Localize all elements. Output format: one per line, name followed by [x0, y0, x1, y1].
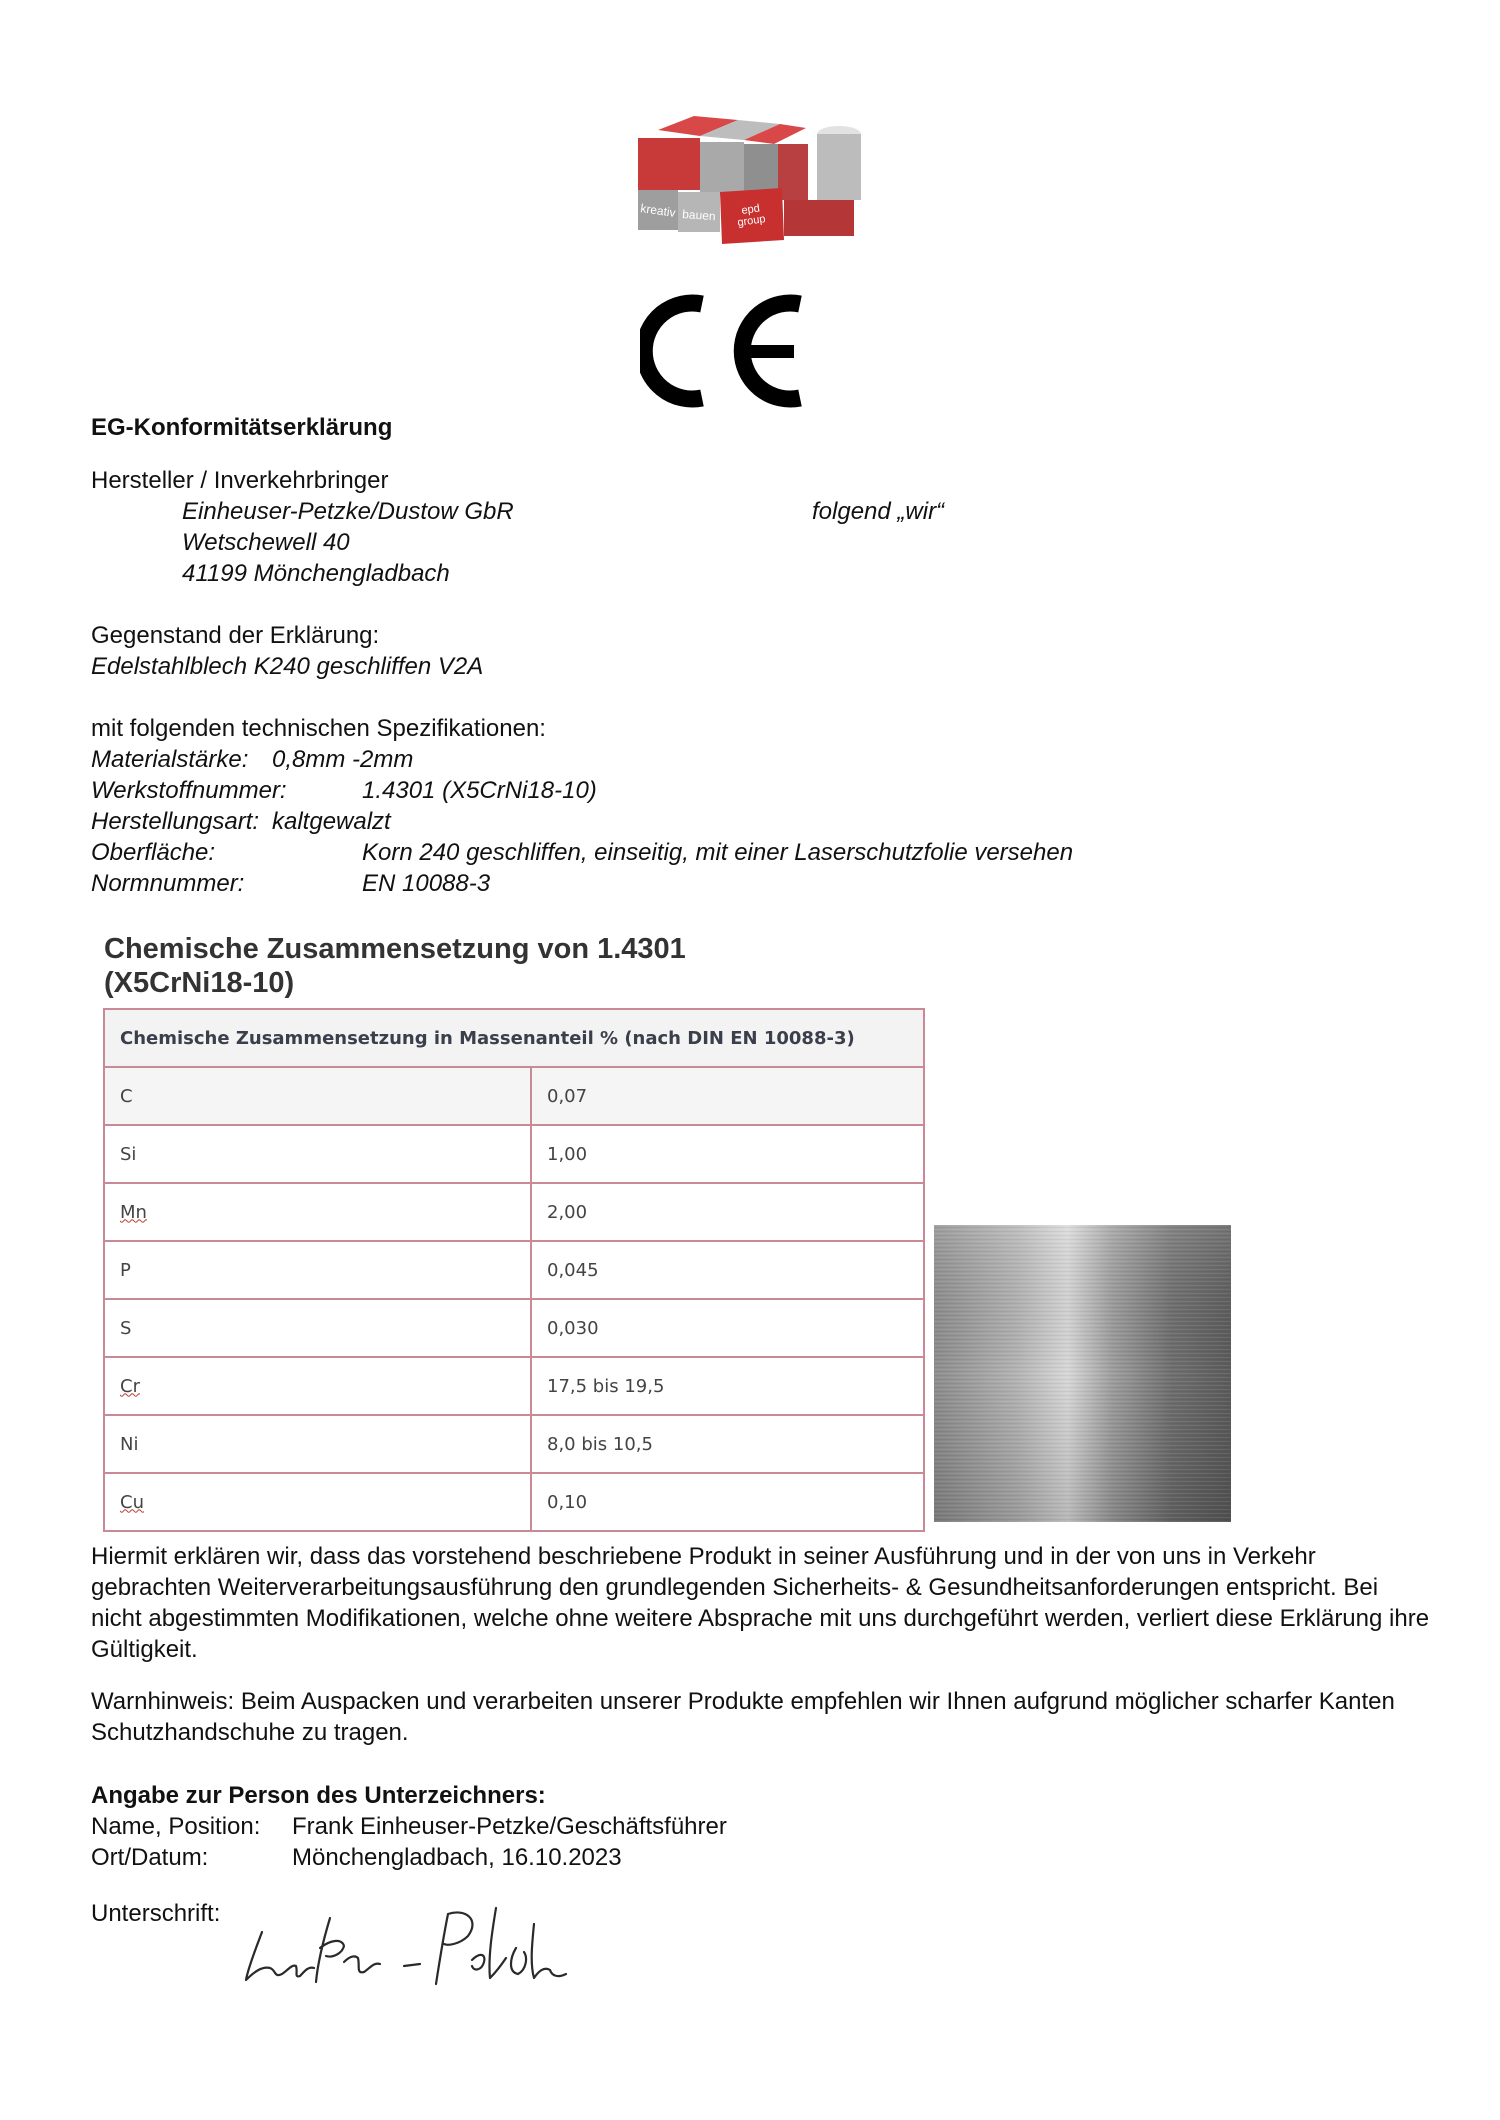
- signatory-place-value: Mönchengladbach, 16.10.2023: [292, 1844, 622, 1871]
- spec-key-material-number: Werkstoffnummer:: [91, 777, 287, 804]
- steel-sample-image: [934, 1225, 1231, 1522]
- subject-label: Gegenstand der Erklärung:: [91, 622, 380, 649]
- spec-key-norm: Normnummer:: [91, 870, 245, 897]
- spec-value-manufacturing: kaltgewalzt: [272, 808, 391, 835]
- value-cell: 0,07: [531, 1067, 924, 1125]
- element-cell: Cu: [120, 1491, 144, 1513]
- chemistry-title-line1: Chemische Zusammensetzung von 1.4301: [104, 933, 686, 965]
- value-cell: 0,045: [531, 1241, 924, 1299]
- company-logo: [634, 108, 870, 258]
- specs-label: mit folgenden technischen Spezifikationen:: [91, 715, 546, 742]
- value-cell: 1,00: [531, 1125, 924, 1183]
- value-cell: 17,5 bis 19,5: [531, 1357, 924, 1415]
- ce-mark-icon: [640, 292, 812, 410]
- manufacturer-name: Einheuser-Petzke/Dustow GbR: [182, 498, 514, 525]
- spec-value-norm: EN 10088-3: [362, 870, 491, 897]
- logo-word-bauen: bauen: [681, 207, 717, 224]
- signatory-name-value: Frank Einheuser-Petzke/Geschäftsführer: [292, 1813, 727, 1840]
- signature-image: [234, 1888, 600, 2008]
- chemistry-title-line2: (X5CrNi18-10): [104, 967, 295, 999]
- spec-value-material-number: 1.4301 (X5CrNi18-10): [362, 777, 597, 804]
- logo-word-epd: epd: [740, 202, 761, 217]
- spec-value-surface: Korn 240 geschliffen, einseitig, mit einer Laserschutzfolie versehen: [362, 839, 1074, 866]
- element-cell: P: [104, 1241, 531, 1299]
- value-cell: 0,030: [531, 1299, 924, 1357]
- table-row: [104, 1357, 924, 1415]
- table-row: [104, 1473, 924, 1531]
- logo-word-kreativ: kreativ: [639, 201, 677, 220]
- warning-note: Warnhinweis: Beim Auspacken und verarbeiten unserer Produkte empfehlen wir Ihnen aufgrund möglicher scharfer Kanten Schutzhandschuhe zu tragen.: [91, 1688, 1395, 1746]
- element-cell: Cr: [120, 1375, 140, 1397]
- logo-word-group: group: [736, 213, 767, 229]
- signature-label: Unterschrift:: [91, 1900, 221, 1927]
- chemistry-title: [104, 932, 686, 1000]
- signatory-place-label: Ort/Datum:: [91, 1844, 209, 1871]
- conformity-statement: Hiermit erklären wir, dass das vorstehend beschriebene Produkt in seiner Ausführung und in der von uns in Verkehr gebrachten Weiterverarbeitungsausführung den grundlegenden Sicherheits- & Gesundheitsanforderungen entspricht. Bei nicht abgestimmten Modifikationen, welche ohne weitere Absprache mit uns durchgeführt werden, verliert diese Erklärung ihre Gültigkeit.: [91, 1543, 1430, 1663]
- signatory-heading: Angabe zur Person des Unterzeichners:: [91, 1782, 546, 1809]
- table-row: [104, 1183, 924, 1241]
- table-row: [104, 1125, 924, 1183]
- manufacturer-street: Wetschewell 40: [182, 529, 350, 556]
- signatory-name-label: Name, Position:: [91, 1813, 261, 1840]
- spec-value-thickness: 0,8mm -2mm: [272, 746, 414, 773]
- value-cell: 8,0 bis 10,5: [531, 1415, 924, 1473]
- chemistry-table: [103, 1008, 925, 1532]
- spec-key-manufacturing: Herstellungsart:: [91, 808, 260, 835]
- element-cell: Mn: [120, 1201, 147, 1223]
- element-cell: Si: [104, 1125, 531, 1183]
- table-row: [104, 1067, 924, 1125]
- declaration-title: EG-Konformitätserklärung: [91, 414, 393, 441]
- manufacturer-alias: folgend „wir“: [812, 498, 945, 525]
- manufacturer-label: Hersteller / Inverkehrbringer: [91, 467, 389, 494]
- value-cell: 2,00: [531, 1183, 924, 1241]
- element-cell: S: [104, 1299, 531, 1357]
- chemistry-table-header: Chemische Zusammensetzung in Massenanteil % (nach DIN EN 10088-3): [104, 1009, 924, 1067]
- value-cell: 0,10: [531, 1473, 924, 1531]
- spec-key-surface: Oberfläche:: [91, 839, 216, 866]
- spec-key-thickness: Materialstärke:: [91, 746, 249, 773]
- table-row: [104, 1241, 924, 1299]
- table-row: [104, 1299, 924, 1357]
- element-cell: C: [104, 1067, 531, 1125]
- element-cell: Ni: [104, 1415, 531, 1473]
- table-row: [104, 1415, 924, 1473]
- manufacturer-city: 41199 Mönchengladbach: [182, 560, 450, 587]
- subject-value: Edelstahlblech K240 geschliffen V2A: [91, 653, 484, 680]
